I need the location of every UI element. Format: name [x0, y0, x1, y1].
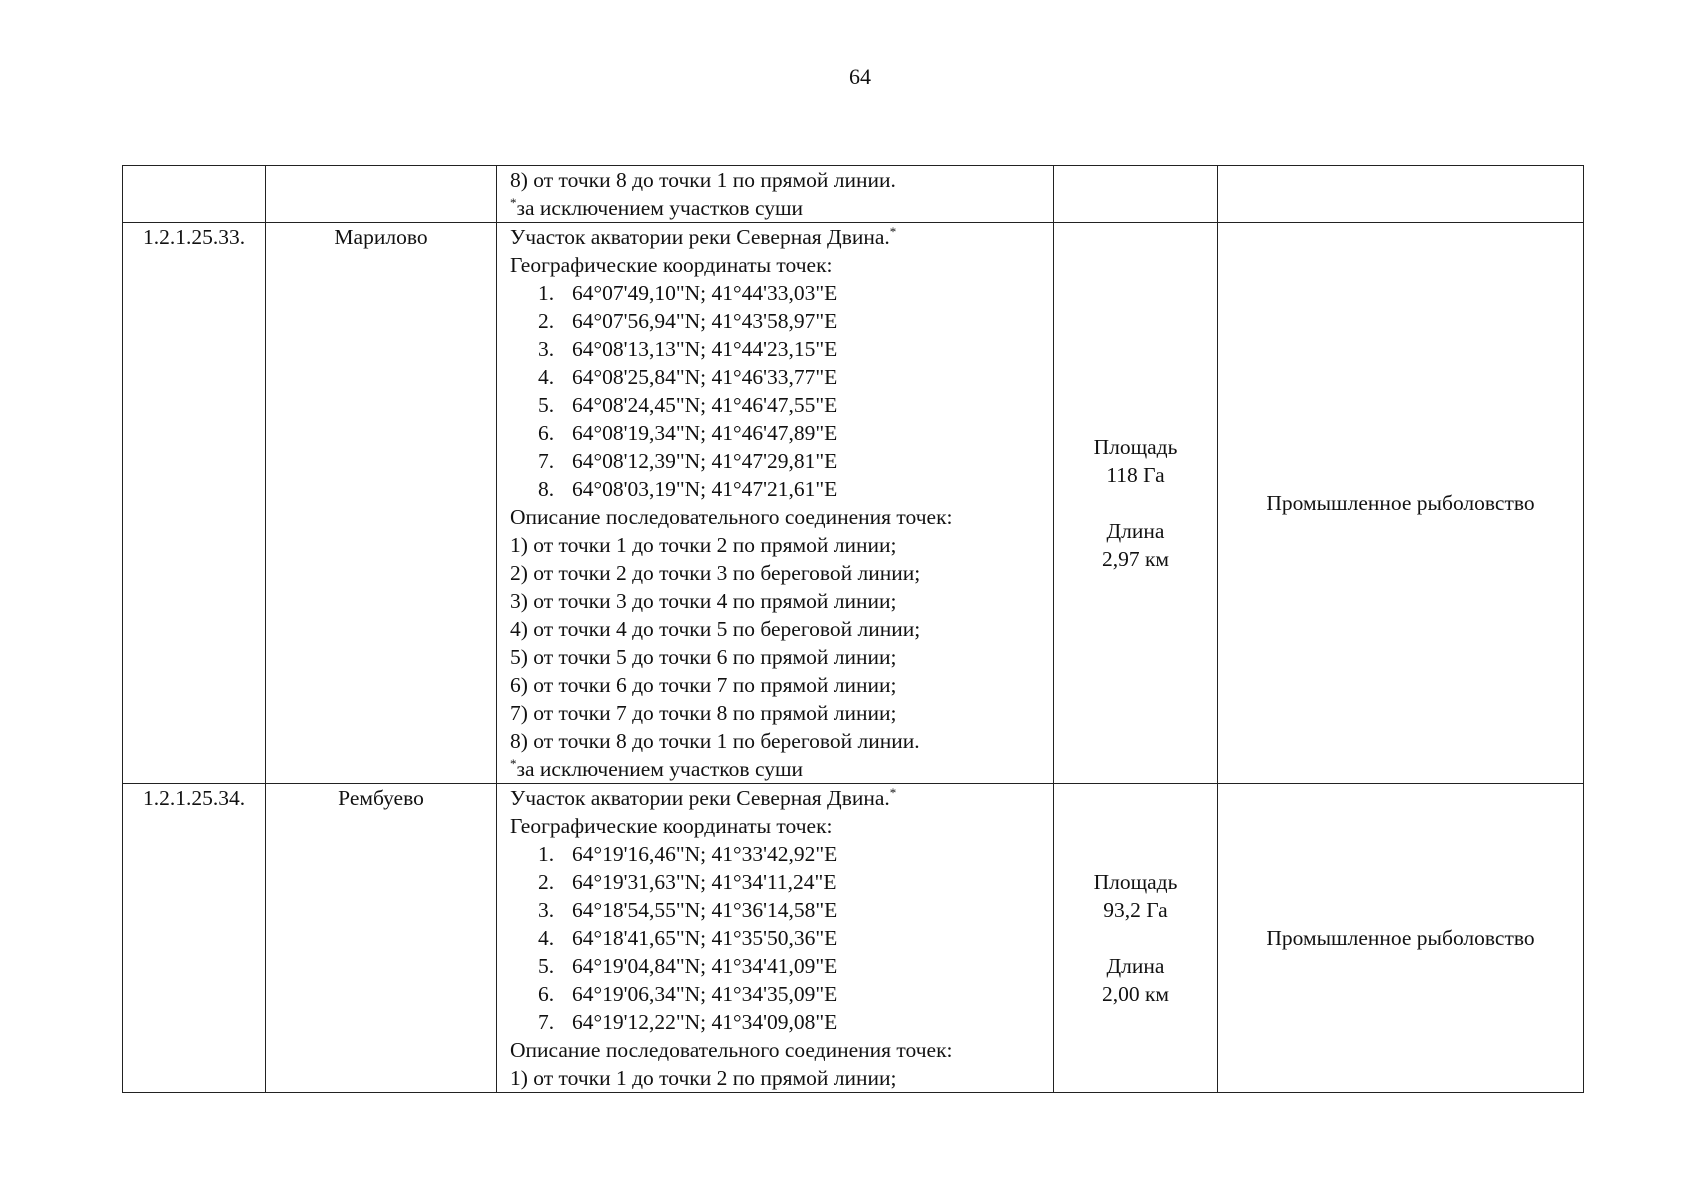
coord-index: 5.	[538, 954, 555, 978]
table-row	[123, 223, 1584, 784]
cell-size	[1054, 784, 1218, 1093]
connection-line: 1) от точки 1 до точки 2 по прямой линии;	[510, 533, 897, 557]
coord-index: 3.	[538, 337, 555, 361]
cell-num	[123, 166, 266, 223]
connection-line: 5) от точки 5 до точки 6 по прямой линии;	[510, 645, 897, 669]
area-label: Площадь	[1093, 870, 1178, 894]
coord-item	[510, 924, 1053, 952]
coord-index: 4.	[538, 365, 555, 389]
cell-description	[497, 223, 1054, 784]
coord-index: 4.	[538, 926, 555, 950]
coord-index: 2.	[538, 870, 555, 894]
page-number: 64	[849, 64, 871, 89]
area-label: Площадь	[1093, 435, 1178, 459]
area-title	[510, 223, 1053, 251]
coord-value: 64°18'41,65"N; 41°35'50,36"E	[572, 926, 838, 950]
footnote-text: за исключением участков суши	[516, 757, 804, 781]
coords-header: Географические координаты точек:	[510, 814, 833, 838]
coord-index: 3.	[538, 898, 555, 922]
cell-usage	[1218, 166, 1584, 223]
coord-index: 7.	[538, 449, 555, 473]
coord-item	[510, 868, 1053, 896]
coord-value: 64°08'03,19"N; 41°47'21,61"E	[572, 477, 838, 501]
asterisk-mark: *	[889, 223, 897, 239]
area-value: 93,2 Га	[1103, 898, 1168, 922]
table-row	[123, 784, 1584, 1093]
connection-line: 8) от точки 8 до точки 1 по береговой линии.	[510, 729, 920, 753]
coord-index: 7.	[538, 1010, 555, 1034]
cell-name: Рембуево	[266, 784, 497, 1093]
coord-index: 2.	[538, 309, 555, 333]
coord-value: 64°08'13,13"N; 41°44'23,15"E	[572, 337, 838, 361]
connection-header: Описание последовательного соединения точек:	[510, 1038, 953, 1062]
coords-header: Географические координаты точек:	[510, 253, 833, 277]
length-value: 2,00 км	[1101, 982, 1170, 1006]
cell-name: Марилово	[266, 223, 497, 784]
coord-value: 64°19'06,34"N; 41°34'35,09"E	[572, 982, 838, 1006]
coord-value: 64°07'49,10"N; 41°44'33,03"E	[572, 281, 838, 305]
asterisk-mark: *	[889, 784, 897, 800]
connection-header: Описание последовательного соединения точек:	[510, 505, 953, 529]
connection-line: 8) от точки 8 до точки 1 по прямой линии.	[510, 168, 896, 192]
cell-usage: Промышленное рыболовство	[1218, 784, 1584, 1093]
coord-value: 64°19'31,63"N; 41°34'11,24"E	[572, 870, 837, 894]
coord-value: 64°19'04,84"N; 41°34'41,09"E	[572, 954, 838, 978]
coord-item	[510, 419, 1053, 447]
coord-item	[510, 896, 1053, 924]
length-label: Длина	[1106, 954, 1165, 978]
coord-item	[510, 1008, 1053, 1036]
coord-value: 64°18'54,55"N; 41°36'14,58"E	[572, 898, 838, 922]
coord-value: 64°19'12,22"N; 41°34'09,08"E	[572, 1010, 838, 1034]
coord-item	[510, 980, 1053, 1008]
cell-num: 1.2.1.25.34.	[123, 784, 266, 1093]
coord-index: 8.	[538, 477, 555, 501]
connection-line: 3) от точки 3 до точки 4 по прямой линии;	[510, 589, 897, 613]
coord-index: 5.	[538, 393, 555, 417]
coord-index: 1.	[538, 842, 555, 866]
footnote-text: за исключением участков суши	[516, 196, 804, 220]
connection-line: 7) от точки 7 до точки 8 по прямой линии;	[510, 701, 897, 725]
cell-description	[497, 784, 1054, 1093]
coord-item	[510, 363, 1053, 391]
area-title-text: Участок акватории реки Северная Двина.	[510, 786, 890, 810]
coord-value: 64°08'25,84"N; 41°46'33,77"E	[572, 365, 838, 389]
coord-item	[510, 307, 1053, 335]
cell-size	[1054, 223, 1218, 784]
coord-index: 6.	[538, 421, 555, 445]
coord-value: 64°08'24,45"N; 41°46'47,55"E	[572, 393, 838, 417]
cell-size	[1054, 166, 1218, 223]
coord-value: 64°08'12,39"N; 41°47'29,81"E	[572, 449, 838, 473]
coord-index: 6.	[538, 982, 555, 1006]
connection-line: 6) от точки 6 до точки 7 по прямой линии;	[510, 673, 897, 697]
connection-line: 2) от точки 2 до точки 3 по береговой линии;	[510, 561, 921, 585]
cell-num: 1.2.1.25.33.	[123, 223, 266, 784]
coord-item	[510, 952, 1053, 980]
cell-description	[497, 166, 1054, 223]
asterisk-mark: *	[510, 755, 517, 771]
area-value: 118 Га	[1106, 463, 1165, 487]
coord-value: 64°08'19,34"N; 41°46'47,89"E	[572, 421, 838, 445]
coord-item	[510, 840, 1053, 868]
area-title-text: Участок акватории реки Северная Двина.	[510, 225, 890, 249]
connection-line: 1) от точки 1 до точки 2 по прямой линии;	[510, 1066, 897, 1090]
coord-item	[510, 475, 1053, 503]
coord-item	[510, 447, 1053, 475]
coord-value: 64°07'56,94"N; 41°43'58,97"E	[572, 309, 838, 333]
cell-usage: Промышленное рыболовство	[1218, 223, 1584, 784]
footnote-line	[510, 194, 1053, 222]
length-value: 2,97 км	[1101, 547, 1170, 571]
connection-line: 4) от точки 4 до точки 5 по береговой линии;	[510, 617, 921, 641]
coord-item	[510, 391, 1053, 419]
coord-index: 1.	[538, 281, 555, 305]
cell-name	[266, 166, 497, 223]
coord-item	[510, 335, 1053, 363]
area-title	[510, 784, 1053, 812]
footnote-line	[510, 755, 1053, 783]
fishing-areas-table	[122, 165, 1584, 1093]
coord-item	[510, 279, 1053, 307]
asterisk-mark: *	[510, 194, 517, 210]
table-row-continued	[123, 166, 1584, 223]
length-label: Длина	[1106, 519, 1165, 543]
coord-value: 64°19'16,46"N; 41°33'42,92"E	[572, 842, 838, 866]
